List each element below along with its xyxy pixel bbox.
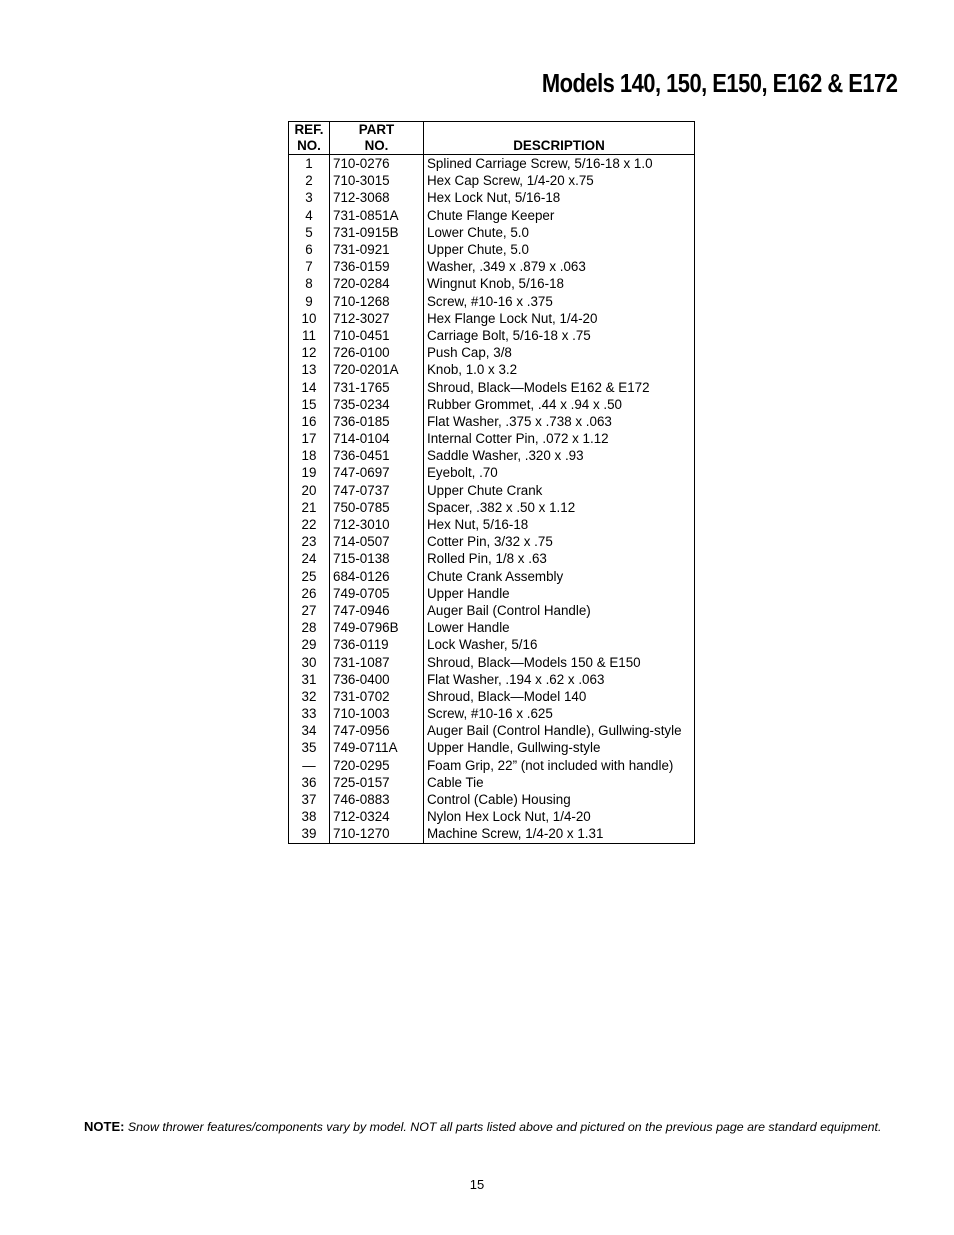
ref-no-cell: 26 xyxy=(289,585,330,602)
note-text: Snow thrower features/components vary by model. NOT all parts listed above and pictured on the previous page are standard equipment. xyxy=(127,1120,882,1134)
ref-no-cell: 16 xyxy=(289,413,330,430)
part-no-cell: 746-0883 xyxy=(330,791,424,808)
table-row xyxy=(289,808,695,825)
part-no-cell: 731-1765 xyxy=(330,378,424,395)
description-cell: Lock Washer, 5/16 xyxy=(427,637,538,653)
part-no-cell: 736-0185 xyxy=(330,413,424,430)
ref-no-cell: 36 xyxy=(289,774,330,791)
table-row xyxy=(289,705,695,722)
part-header-line1: PART xyxy=(358,122,395,137)
description-cell: Hex Lock Nut, 5/16-18 xyxy=(427,190,561,206)
ref-no-cell: 33 xyxy=(289,705,330,722)
note xyxy=(84,1119,881,1134)
part-no-cell: 749-0711A xyxy=(330,739,424,756)
part-no-cell: 736-0159 xyxy=(330,258,424,275)
table-row xyxy=(289,757,695,774)
description-cell: Flat Washer, .375 x .738 x .063 xyxy=(427,413,612,429)
ref-no-cell: 31 xyxy=(289,671,330,688)
description-cell: Nylon Hex Lock Nut, 1/4-20 xyxy=(427,809,591,825)
description-cell: Screw, #10-16 x .375 xyxy=(427,293,553,309)
description-cell: Chute Crank Assembly xyxy=(427,568,564,584)
description-cell: Eyebolt, .70 xyxy=(427,465,498,481)
table-row xyxy=(289,550,695,567)
ref-no-cell: 27 xyxy=(289,602,330,619)
ref-no-cell: 3 xyxy=(289,189,330,206)
part-no-cell: 747-0956 xyxy=(330,722,424,739)
description-cell: Shroud, Black—Models 150 & E150 xyxy=(427,654,641,670)
part-no-cell: 749-0796B xyxy=(330,619,424,636)
ref-no-cell: 1 xyxy=(289,155,330,173)
table-row xyxy=(289,327,695,344)
part-no-cell: 747-0737 xyxy=(330,482,424,499)
description-cell: Internal Cotter Pin, .072 x 1.12 xyxy=(427,431,609,447)
part-no-cell: 736-0451 xyxy=(330,447,424,464)
part-no-cell: 731-0851A xyxy=(330,207,424,224)
table-row xyxy=(289,499,695,516)
description-cell: Upper Handle, Gullwing-style xyxy=(427,740,601,756)
ref-header-line2: NO. xyxy=(297,138,321,153)
table-row xyxy=(289,361,695,378)
ref-no-cell: 23 xyxy=(289,533,330,550)
part-no-cell: 714-0507 xyxy=(330,533,424,550)
table-row xyxy=(289,241,695,258)
description-cell: Hex Cap Screw, 1/4-20 x.75 xyxy=(427,173,594,189)
description-cell: Splined Carriage Screw, 5/16-18 x 1.0 xyxy=(427,156,653,172)
description-cell: Chute Flange Keeper xyxy=(427,207,555,223)
part-no-cell: 720-0201A xyxy=(330,361,424,378)
table-row xyxy=(289,653,695,670)
table-row xyxy=(289,774,695,791)
description-cell: Hex Flange Lock Nut, 1/4-20 xyxy=(427,310,598,326)
ref-no-cell: 12 xyxy=(289,344,330,361)
ref-no-cell: 35 xyxy=(289,739,330,756)
table-row xyxy=(289,739,695,756)
table-row xyxy=(289,619,695,636)
table-row xyxy=(289,722,695,739)
description-cell: Spacer, .382 x .50 x 1.12 xyxy=(427,499,576,515)
ref-no-cell: 34 xyxy=(289,722,330,739)
table-row xyxy=(289,430,695,447)
part-no-cell: 712-3068 xyxy=(330,189,424,206)
ref-no-cell: 9 xyxy=(289,293,330,310)
ref-no-cell: 17 xyxy=(289,430,330,447)
table-row xyxy=(289,258,695,275)
description-cell: Saddle Washer, .320 x .93 xyxy=(427,448,584,464)
part-no-cell: 735-0234 xyxy=(330,396,424,413)
table-row xyxy=(289,207,695,224)
ref-no-cell: 19 xyxy=(289,464,330,481)
table-header-row xyxy=(289,122,695,155)
part-header-line2: NO. xyxy=(364,138,389,153)
part-no-cell: 731-0915B xyxy=(330,224,424,241)
part-no-cell: 710-0451 xyxy=(330,327,424,344)
part-no-cell: 747-0946 xyxy=(330,602,424,619)
description-cell: Push Cap, 3/8 xyxy=(427,345,512,361)
table-row xyxy=(289,585,695,602)
ref-no-cell: 4 xyxy=(289,207,330,224)
table-row xyxy=(289,396,695,413)
table-row xyxy=(289,447,695,464)
table-row xyxy=(289,791,695,808)
ref-no-cell: 39 xyxy=(289,825,330,843)
part-no-cell: 712-3010 xyxy=(330,516,424,533)
ref-no-cell: 24 xyxy=(289,550,330,567)
description-cell: Lower Handle xyxy=(427,620,510,636)
ref-no-cell: 38 xyxy=(289,808,330,825)
table-row xyxy=(289,516,695,533)
ref-no-cell: 22 xyxy=(289,516,330,533)
part-no-header xyxy=(330,122,424,155)
table-row xyxy=(289,172,695,189)
ref-no-cell: 32 xyxy=(289,688,330,705)
part-no-cell: 720-0295 xyxy=(330,757,424,774)
parts-table xyxy=(288,121,695,844)
ref-no-cell: 6 xyxy=(289,241,330,258)
description-cell: Control (Cable) Housing xyxy=(427,792,571,808)
table-row xyxy=(289,636,695,653)
part-no-cell: 749-0705 xyxy=(330,585,424,602)
part-no-cell: 715-0138 xyxy=(330,550,424,567)
part-no-cell: 747-0697 xyxy=(330,464,424,481)
part-no-cell: 710-1003 xyxy=(330,705,424,722)
table-row xyxy=(289,189,695,206)
description-cell: Screw, #10-16 x .625 xyxy=(427,706,553,722)
part-no-cell: 684-0126 xyxy=(330,568,424,585)
parts-table-body xyxy=(289,155,695,844)
part-no-cell: 712-0324 xyxy=(330,808,424,825)
table-row xyxy=(289,568,695,585)
ref-no-cell: 14 xyxy=(289,378,330,395)
description-cell: Hex Nut, 5/16-18 xyxy=(427,517,529,533)
description-header-label: DESCRIPTION xyxy=(513,138,605,153)
part-no-cell: 750-0785 xyxy=(330,499,424,516)
ref-no-cell: 8 xyxy=(289,275,330,292)
part-no-cell: 731-0702 xyxy=(330,688,424,705)
part-no-cell: 710-3015 xyxy=(330,172,424,189)
ref-no-cell: 5 xyxy=(289,224,330,241)
part-no-cell: 736-0400 xyxy=(330,671,424,688)
description-cell: Cable Tie xyxy=(427,774,484,790)
table-row xyxy=(289,275,695,292)
description-cell: Auger Bail (Control Handle), Gullwing-style xyxy=(427,723,682,739)
description-cell: Knob, 1.0 x 3.2 xyxy=(427,362,518,378)
table-row xyxy=(289,688,695,705)
part-no-cell: 710-1270 xyxy=(330,825,424,843)
ref-header-line1: REF. xyxy=(294,122,324,137)
ref-no-cell: 10 xyxy=(289,310,330,327)
description-cell: Lower Chute, 5.0 xyxy=(427,224,529,240)
table-row xyxy=(289,464,695,481)
ref-no-cell: 11 xyxy=(289,327,330,344)
ref-no-cell: 28 xyxy=(289,619,330,636)
part-no-cell: 731-0921 xyxy=(330,241,424,258)
ref-no-cell: 30 xyxy=(289,653,330,670)
ref-no-cell: 25 xyxy=(289,568,330,585)
description-cell: Flat Washer, .194 x .62 x .063 xyxy=(427,671,605,687)
table-row xyxy=(289,378,695,395)
description-cell: Shroud, Black—Models E162 & E172 xyxy=(427,379,650,395)
ref-no-cell: 20 xyxy=(289,482,330,499)
table-row xyxy=(289,224,695,241)
part-no-cell: 710-1268 xyxy=(330,293,424,310)
table-row xyxy=(289,293,695,310)
ref-no-cell: 7 xyxy=(289,258,330,275)
ref-no-header xyxy=(289,122,330,155)
description-cell: Shroud, Black—Model 140 xyxy=(427,688,587,704)
table-row xyxy=(289,602,695,619)
part-no-cell: 726-0100 xyxy=(330,344,424,361)
description-cell: Carriage Bolt, 5/16-18 x .75 xyxy=(427,327,591,343)
description-cell: Auger Bail (Control Handle) xyxy=(427,602,591,618)
page-number: 15 xyxy=(469,1177,485,1192)
part-no-cell: 731-1087 xyxy=(330,653,424,670)
ref-no-cell: 18 xyxy=(289,447,330,464)
ref-no-cell: 37 xyxy=(289,791,330,808)
part-no-cell: 714-0104 xyxy=(330,430,424,447)
description-cell: Upper Chute, 5.0 xyxy=(427,242,529,258)
description-cell: Washer, .349 x .879 x .063 xyxy=(427,259,586,275)
ref-no-cell: 13 xyxy=(289,361,330,378)
table-row xyxy=(289,482,695,499)
note-label: NOTE: xyxy=(84,1119,125,1134)
ref-no-cell: 29 xyxy=(289,636,330,653)
description-cell: Wingnut Knob, 5/16-18 xyxy=(427,276,564,292)
table-row xyxy=(289,671,695,688)
description-cell: Rubber Grommet, .44 x .94 x .50 xyxy=(427,396,622,412)
ref-no-cell: — xyxy=(289,757,330,774)
ref-no-cell: 21 xyxy=(289,499,330,516)
description-cell: Rolled Pin, 1/8 x .63 xyxy=(427,551,547,567)
table-row xyxy=(289,344,695,361)
part-no-cell: 712-3027 xyxy=(330,310,424,327)
page-title: Models 140, 150, E150, E162 & E172 xyxy=(541,70,897,98)
description-cell: Machine Screw, 1/4-20 x 1.31 xyxy=(427,826,604,842)
part-no-cell: 736-0119 xyxy=(330,636,424,653)
ref-no-cell: 15 xyxy=(289,396,330,413)
description-cell: Upper Chute Crank xyxy=(427,482,543,498)
description-cell: Cotter Pin, 3/32 x .75 xyxy=(427,534,553,550)
description-cell: Foam Grip, 22” (not included with handle) xyxy=(427,757,674,773)
part-no-cell: 720-0284 xyxy=(330,275,424,292)
table-row xyxy=(289,533,695,550)
description-cell: Upper Handle xyxy=(427,585,510,601)
ref-no-cell: 2 xyxy=(289,172,330,189)
table-row xyxy=(289,310,695,327)
description-header xyxy=(424,122,695,155)
table-row xyxy=(289,413,695,430)
table-row xyxy=(289,825,695,843)
part-no-cell: 710-0276 xyxy=(330,155,424,173)
table-row xyxy=(289,155,695,173)
part-no-cell: 725-0157 xyxy=(330,774,424,791)
